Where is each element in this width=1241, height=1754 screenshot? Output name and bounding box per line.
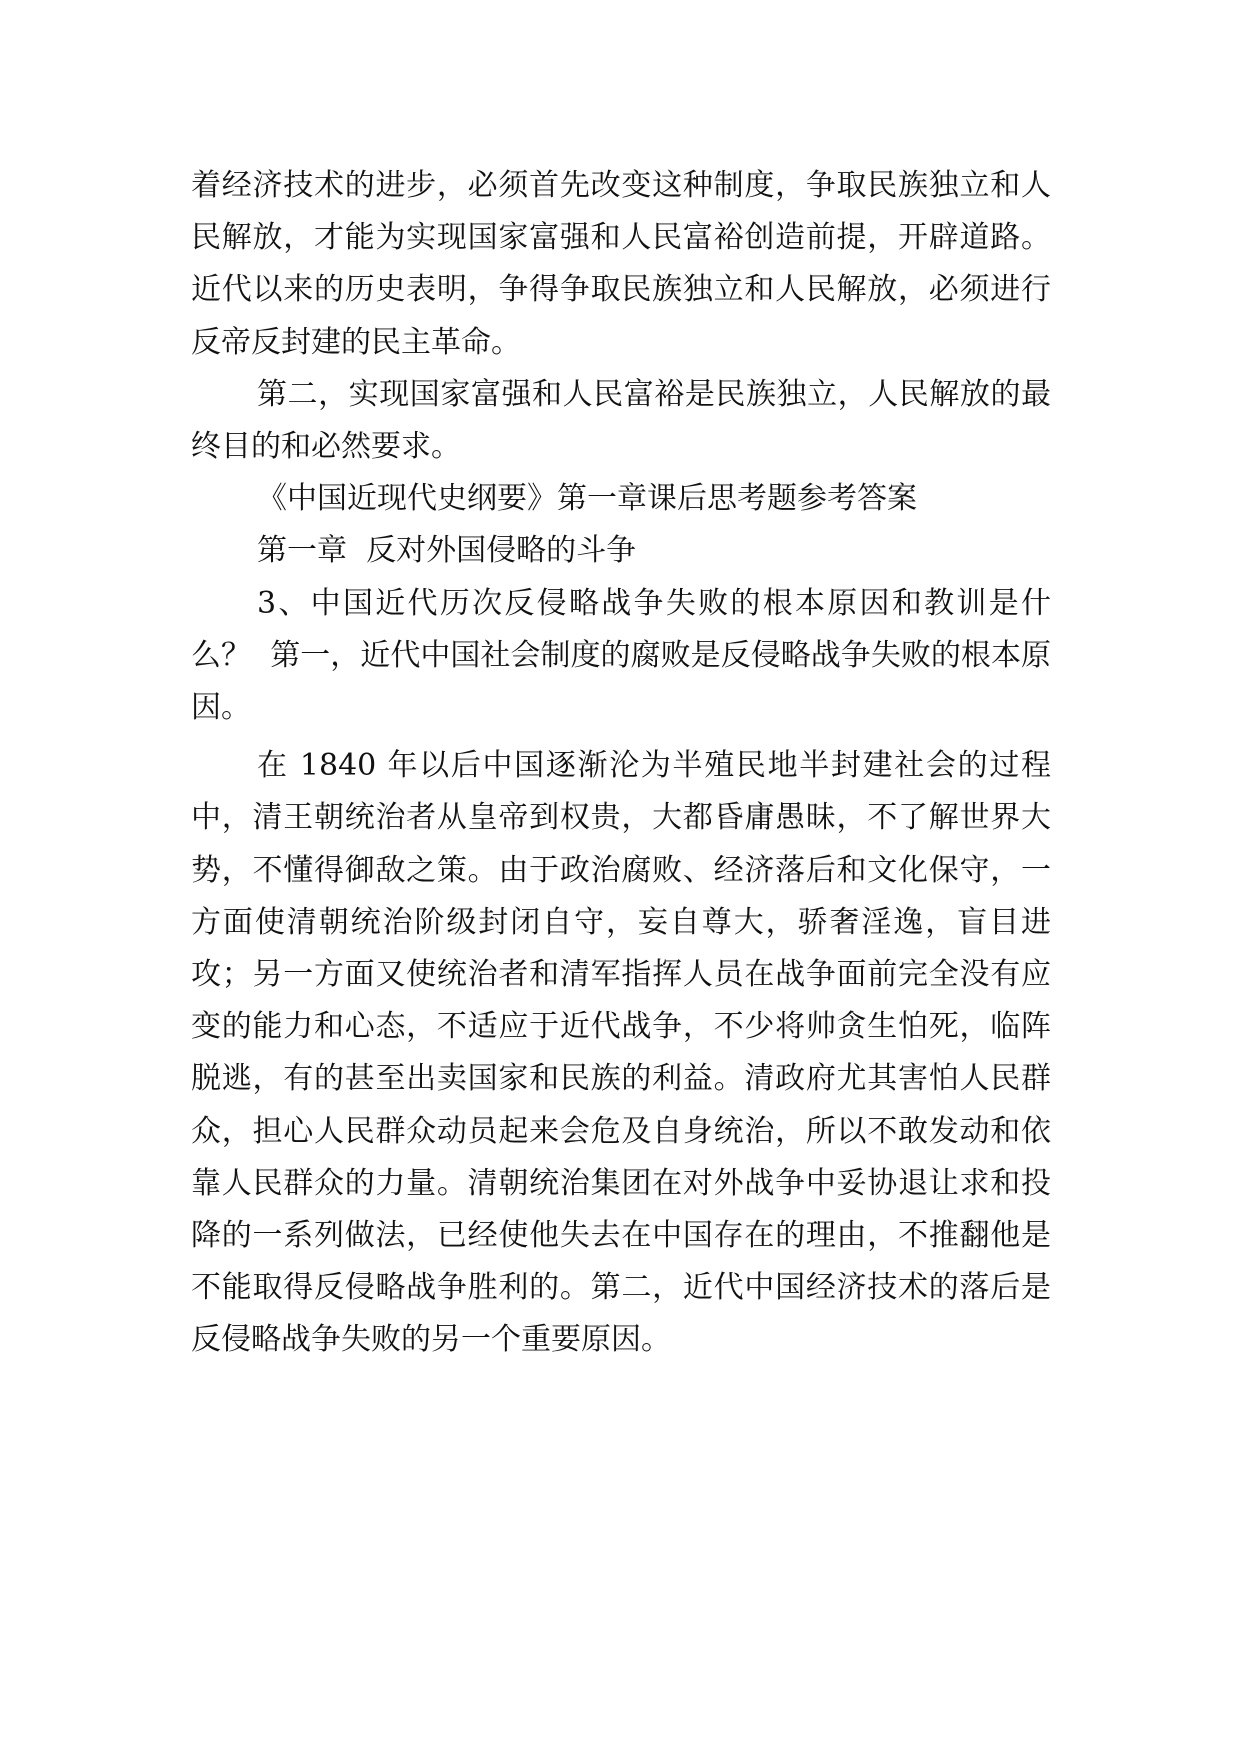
paragraph: 第一章 反对外国侵略的斗争 (257, 533, 637, 569)
paragraph: 在 1840 年以后中国逐渐沦为半殖民地半封建社会的过程中，清王朝统治者从皇帝到权贵，大都昏庸愚昧，不了解世界大势，不懂得御敌之策。由于政治腐败、经济落后和文化保守，一方面使清朝统治阶级封闭自守，妄自尊大，骄奢淫逸，盲目进攻；另一方面又使统治者和清军指挥人员在战争面前完全没有应变的能力和心态，不适应于近代战争，不少将帅贪生怕死，临阵脱逃，有的甚至出卖国家和民族的利益。清政府尤其害怕人民群众，担心人民群众动员起来会危及自身统治，所以不敢发动和依靠人民群众的力量。清朝统治集团在对外战争中妥协退让求和投降的一系列做法，已经使他失去在中国存在的理由，不推翻他是不能取得反侵略战争胜利的。第二，近代中国经济技术的落后是反侵略战争失败的另一个重要原因。 (191, 748, 1051, 1358)
paragraph: 第二，实现国家富强和人民富裕是民族独立，人民解放的最终目的和必然要求。 (191, 376, 1051, 465)
paragraph: 着经济技术的进步，必须首先改变这种制度，争取民族独立和人民解放，才能为实现国家富强和人民富裕创造前提，开辟道路。近代以来的历史表明，争得争取民族独立和人民解放，必须进行反帝反封建的民主革命。 (191, 168, 1051, 360)
document-body (191, 160, 1051, 1367)
paragraph: 《中国近现代史纲要》第一章课后思考题参考答案 (257, 481, 917, 517)
paragraph: 3、中国近代历次反侵略战争失败的根本原因和教训是什么？ 第一，近代中国社会制度的腐败是反侵略战争失败的根本原因。 (191, 585, 1051, 726)
